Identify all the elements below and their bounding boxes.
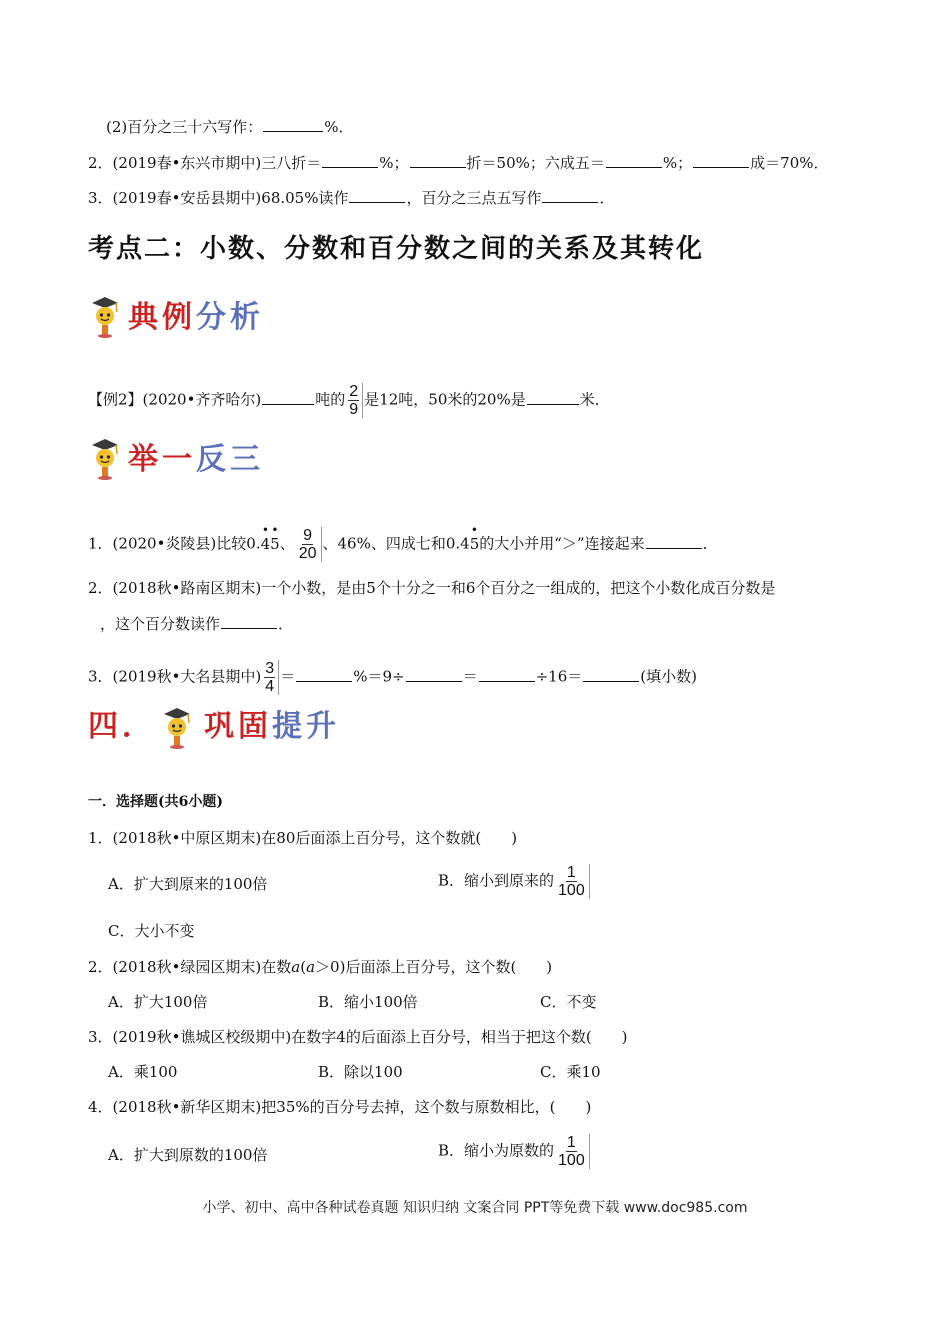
answer-blank[interactable] — [527, 390, 579, 405]
answer-blank[interactable] — [221, 614, 277, 629]
example-analysis-badge: 典例分析 — [88, 290, 264, 338]
question-2: 2．(2019春•东兴市期中)三八折＝ %； 折＝50%；六成五＝ %； 成＝70%． — [88, 154, 829, 172]
answer-blank[interactable] — [583, 667, 639, 682]
mascot-icon — [88, 294, 122, 338]
mc-option[interactable]: A．扩大100倍 — [108, 993, 208, 1011]
practice-question-2-cont: ，这个百分数读作 ． — [100, 615, 294, 633]
mc-option[interactable]: B．缩小为原数的 $\frac{1}{100}$ — [438, 1134, 591, 1169]
practice-question-3: 3．(2019秋•大名县期中) $\frac{3}{4}$ ＝ %＝9÷ ＝ ÷16＝ (填小数) — [88, 660, 697, 695]
mascot-icon — [160, 705, 194, 749]
practice-badge: 举一反三 — [88, 432, 264, 480]
mc-question-2: 2．(2018秋•绿园区期末)在数a(a＞0)后面添上百分号，这个数( ) — [88, 958, 553, 976]
part-1-title: 一．选择题(共6小题) — [88, 794, 223, 810]
mc-option[interactable]: B．缩小100倍 — [318, 993, 418, 1011]
answer-blank[interactable] — [693, 153, 749, 168]
mascot-icon — [88, 436, 122, 480]
answer-blank[interactable] — [406, 667, 462, 682]
answer-blank[interactable] — [349, 188, 405, 203]
mc-option[interactable]: B．缩小到原来的 $\frac{1}{100}$ — [438, 864, 591, 899]
page-footer: 小学、初中、高中各种试卷真题 知识归纳 文案合同 PPT等免费下载 www.doc985.com — [202, 1200, 748, 1216]
practice-question-2: 2．(2018秋•路南区期末)一个小数，是由5个十分之一和6个百分之一组成的，把这个小数化成百分数是 — [88, 579, 776, 597]
example-2: 【例2】(2020•齐齐哈尔) 吨的 $\frac{2}{9}$ 是12吨，50米的20%是 米． — [88, 383, 610, 418]
answer-blank[interactable] — [542, 188, 598, 203]
mc-question-4: 4．(2018秋•新华区期末)把35%的百分号去掉，这个数与原数相比，( ) — [88, 1098, 592, 1116]
question-3: 3．(2019春•安岳县期中)68.05%读作 ，百分之三点五写作 ． — [88, 189, 615, 207]
answer-blank[interactable] — [322, 153, 378, 168]
mc-option[interactable]: A．扩大到原数的100倍 — [108, 1146, 268, 1164]
question-1-part2: (2)百分之三十六写作： %． — [106, 118, 354, 136]
practice-question-1: 1．(2020•炎陵县)比较0. • 4 • 5、 $\frac{9}{20}$ 、46%、四成七和0.4 • 5的大小并用“＞”连接起来 ． — [88, 522, 718, 562]
mc-option[interactable]: C．大小不变 — [108, 922, 195, 940]
mc-option[interactable]: C．乘10 — [540, 1063, 601, 1081]
mc-question-1: 1．(2018秋•中原区期末)在80后面添上百分号，这个数就( ) — [88, 829, 518, 847]
answer-blank[interactable] — [479, 667, 535, 682]
mc-option[interactable]: A．乘100 — [108, 1063, 178, 1081]
fraction: $\frac{1}{100}$ — [555, 864, 590, 899]
fraction: $\frac{9}{20}$ — [296, 527, 322, 562]
fraction: $\frac{3}{4}$ — [262, 660, 279, 695]
section-heading: 考点二：小数、分数和百分数之间的关系及其转化 — [88, 234, 705, 264]
mc-option[interactable]: A．扩大到原来的100倍 — [108, 875, 268, 893]
answer-blank[interactable] — [646, 534, 702, 549]
answer-blank[interactable] — [606, 153, 662, 168]
answer-blank[interactable] — [263, 117, 323, 132]
mc-option[interactable]: C．不变 — [540, 993, 597, 1011]
answer-blank[interactable] — [296, 667, 352, 682]
answer-blank[interactable] — [410, 153, 466, 168]
answer-blank[interactable] — [262, 390, 314, 405]
fraction: $\frac{1}{100}$ — [555, 1134, 590, 1169]
section-4-title: 四． 巩固提升 — [88, 705, 340, 749]
mc-question-3: 3．(2019秋•谯城区校级期中)在数字4的后面添上百分号，相当于把这个数( ) — [88, 1028, 628, 1046]
mc-option[interactable]: B．除以100 — [318, 1063, 403, 1081]
fraction: $\frac{2}{9}$ — [346, 383, 363, 418]
